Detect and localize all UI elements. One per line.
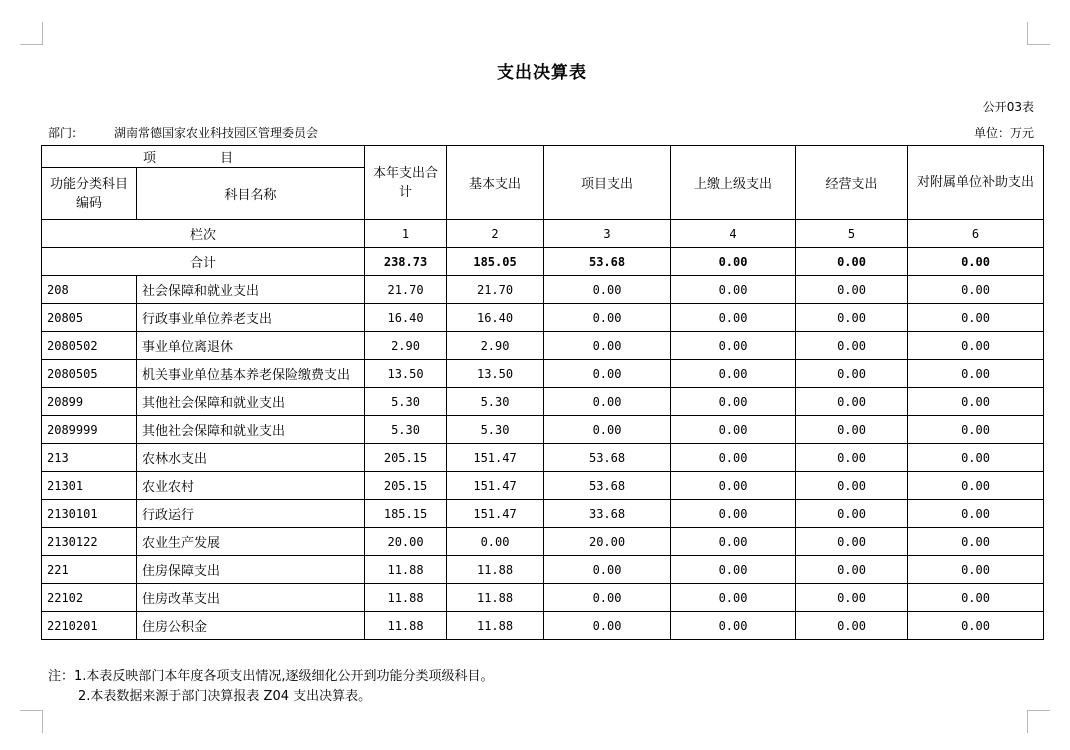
row-value: 0.00 (447, 528, 544, 556)
table-row (42, 416, 1044, 444)
row-value: 0.00 (796, 584, 908, 612)
table-row (42, 528, 1044, 556)
row-value: 0.00 (796, 388, 908, 416)
row-value: 11.88 (365, 612, 447, 640)
colnum-3: 3 (544, 220, 671, 248)
colnum-5: 5 (796, 220, 908, 248)
row-value: 0.00 (908, 360, 1044, 388)
row-value: 0.00 (544, 276, 671, 304)
table-row (42, 584, 1044, 612)
total-label: 合计 (42, 248, 365, 276)
row-value: 0.00 (908, 388, 1044, 416)
form-number: 公开03表 (982, 100, 1034, 114)
row-value: 21.70 (365, 276, 447, 304)
colnum-2: 2 (447, 220, 544, 248)
table-row (42, 388, 1044, 416)
row-code: 22102 (42, 584, 137, 612)
row-name: 住房改革支出 (137, 584, 365, 612)
row-value: 2.90 (447, 332, 544, 360)
table-row (42, 304, 1044, 332)
row-value: 0.00 (671, 360, 796, 388)
crop-mark-bottom-right (1027, 710, 1050, 733)
row-code: 21301 (42, 472, 137, 500)
row-value: 20.00 (365, 528, 447, 556)
header-superior: 上缴上级支出 (671, 146, 796, 220)
department-label: 部门: (48, 126, 77, 140)
row-value: 0.00 (796, 528, 908, 556)
row-value: 0.00 (796, 500, 908, 528)
row-code: 2089999 (42, 416, 137, 444)
header-row-1 (42, 146, 1044, 168)
row-value: 0.00 (544, 584, 671, 612)
row-value: 11.88 (365, 584, 447, 612)
row-value: 5.30 (365, 388, 447, 416)
row-name: 住房公积金 (137, 612, 365, 640)
row-code: 2080505 (42, 360, 137, 388)
row-value: 5.30 (365, 416, 447, 444)
row-code: 2210201 (42, 612, 137, 640)
row-value: 53.68 (544, 444, 671, 472)
colnum-1: 1 (365, 220, 447, 248)
row-value: 151.47 (447, 500, 544, 528)
row-value: 11.88 (447, 584, 544, 612)
row-value: 0.00 (796, 332, 908, 360)
header-basic: 基本支出 (447, 146, 544, 220)
row-code: 213 (42, 444, 137, 472)
row-value: 5.30 (447, 388, 544, 416)
total-cell: 238.73 (365, 248, 447, 276)
header-business: 经营支出 (796, 146, 908, 220)
row-value: 0.00 (671, 304, 796, 332)
row-value: 21.70 (447, 276, 544, 304)
row-value: 0.00 (908, 304, 1044, 332)
row-value: 0.00 (544, 556, 671, 584)
row-value: 0.00 (544, 304, 671, 332)
row-name: 其他社会保障和就业支出 (137, 416, 365, 444)
note-1: 注：1.本表反映部门本年度各项支出情况,逐级细化公开到功能分类项级科目。 (48, 669, 494, 684)
row-name: 行政运行 (137, 500, 365, 528)
row-value: 20.00 (544, 528, 671, 556)
row-value: 205.15 (365, 472, 447, 500)
row-value: 0.00 (908, 584, 1044, 612)
department-name: 湖南常德国家农业科技园区管理委员会 (114, 126, 319, 140)
table-row (42, 332, 1044, 360)
row-value: 0.00 (544, 332, 671, 360)
header-total: 本年支出合计 (365, 146, 447, 220)
row-code: 2080502 (42, 332, 137, 360)
row-value: 0.00 (544, 416, 671, 444)
row-value: 0.00 (908, 500, 1044, 528)
row-name: 社会保障和就业支出 (137, 276, 365, 304)
row-name: 住房保障支出 (137, 556, 365, 584)
row-value: 0.00 (671, 276, 796, 304)
row-value: 11.88 (447, 612, 544, 640)
row-value: 0.00 (796, 360, 908, 388)
row-value: 0.00 (908, 332, 1044, 360)
crop-mark-bottom-left (20, 710, 43, 733)
row-value: 0.00 (796, 612, 908, 640)
row-value: 0.00 (796, 276, 908, 304)
row-name: 机关事业单位基本养老保险缴费支出 (137, 360, 365, 388)
row-value: 0.00 (671, 584, 796, 612)
row-value: 151.47 (447, 444, 544, 472)
row-value: 5.30 (447, 416, 544, 444)
row-value: 0.00 (908, 472, 1044, 500)
row-value: 0.00 (671, 472, 796, 500)
header-code: 功能分类科目编码 (42, 168, 137, 220)
row-value: 11.88 (447, 556, 544, 584)
row-value: 0.00 (908, 528, 1044, 556)
total-cell: 185.05 (447, 248, 544, 276)
row-value: 185.15 (365, 500, 447, 528)
row-value: 0.00 (544, 612, 671, 640)
unit-label: 单位：万元 (973, 126, 1034, 140)
table-row (42, 556, 1044, 584)
row-value: 0.00 (544, 360, 671, 388)
row-value: 0.00 (908, 556, 1044, 584)
crop-mark-top-left (20, 22, 43, 45)
colnum-row (42, 220, 1044, 248)
row-code: 2130122 (42, 528, 137, 556)
row-value: 13.50 (447, 360, 544, 388)
table-row (42, 612, 1044, 640)
row-name: 事业单位离退休 (137, 332, 365, 360)
row-value: 0.00 (796, 304, 908, 332)
header-project: 项 目 (42, 146, 365, 168)
row-code: 20899 (42, 388, 137, 416)
page-title: 支出决算表 (497, 63, 587, 83)
department-line (48, 124, 318, 141)
row-value: 0.00 (671, 612, 796, 640)
colnum-4: 4 (671, 220, 796, 248)
expenditure-table (41, 145, 1044, 640)
row-value: 205.15 (365, 444, 447, 472)
row-value: 0.00 (671, 500, 796, 528)
row-name: 农业生产发展 (137, 528, 365, 556)
total-cell: 0.00 (671, 248, 796, 276)
crop-mark-top-right (1027, 22, 1050, 45)
row-value: 0.00 (671, 528, 796, 556)
row-value: 0.00 (544, 388, 671, 416)
table-row (42, 444, 1044, 472)
row-value: 0.00 (908, 612, 1044, 640)
header-project-exp: 项目支出 (544, 146, 671, 220)
row-code: 2130101 (42, 500, 137, 528)
table-row (42, 276, 1044, 304)
header-subsidiary: 对附属单位补助支出 (908, 146, 1044, 220)
total-cell: 0.00 (908, 248, 1044, 276)
row-value: 0.00 (671, 444, 796, 472)
colnum-6: 6 (908, 220, 1044, 248)
note-2: 2.本表数据来源于部门决算报表 Z04 支出决算表。 (78, 689, 372, 704)
row-value: 13.50 (365, 360, 447, 388)
row-name: 农林水支出 (137, 444, 365, 472)
row-value: 151.47 (447, 472, 544, 500)
row-name: 其他社会保障和就业支出 (137, 388, 365, 416)
row-value: 0.00 (796, 556, 908, 584)
table-notes (48, 667, 494, 707)
row-value: 33.68 (544, 500, 671, 528)
row-value: 16.40 (447, 304, 544, 332)
row-value: 0.00 (796, 416, 908, 444)
row-value: 53.68 (544, 472, 671, 500)
table-row (42, 472, 1044, 500)
row-value: 0.00 (671, 332, 796, 360)
row-value: 11.88 (365, 556, 447, 584)
row-name: 行政事业单位养老支出 (137, 304, 365, 332)
row-value: 0.00 (671, 416, 796, 444)
row-value: 0.00 (796, 444, 908, 472)
row-code: 221 (42, 556, 137, 584)
total-cell: 0.00 (796, 248, 908, 276)
row-value: 0.00 (908, 444, 1044, 472)
row-code: 208 (42, 276, 137, 304)
total-cell: 53.68 (544, 248, 671, 276)
colnum-label: 栏次 (42, 220, 365, 248)
row-code: 20805 (42, 304, 137, 332)
row-value: 0.00 (908, 276, 1044, 304)
total-row (42, 248, 1044, 276)
table-row (42, 360, 1044, 388)
row-name: 农业农村 (137, 472, 365, 500)
row-value: 0.00 (908, 416, 1044, 444)
row-value: 0.00 (671, 388, 796, 416)
row-value: 0.00 (671, 556, 796, 584)
table-row (42, 500, 1044, 528)
header-name: 科目名称 (137, 168, 365, 220)
row-value: 16.40 (365, 304, 447, 332)
row-value: 2.90 (365, 332, 447, 360)
row-value: 0.00 (796, 472, 908, 500)
